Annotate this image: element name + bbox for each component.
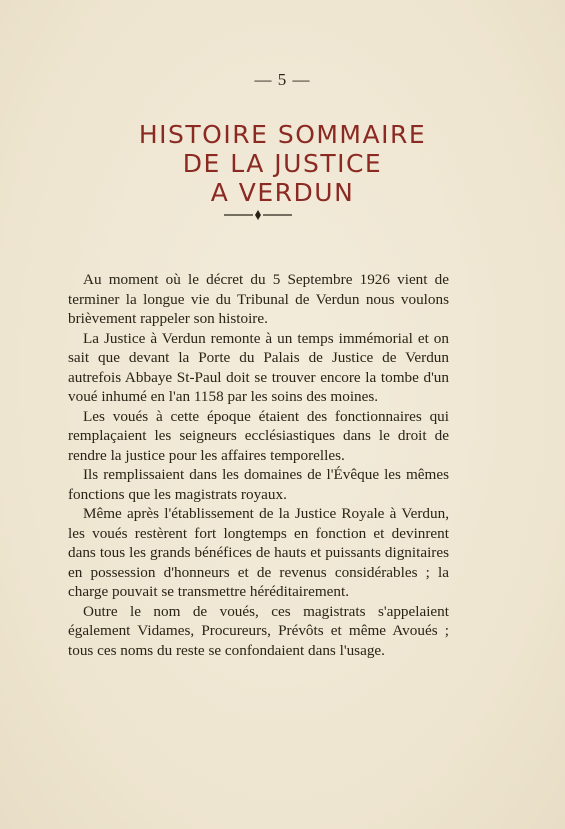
title-line-1: HISTOIRE SOMMAIRE [138,120,427,149]
page-title [0,120,565,207]
paragraph: Les voués à cette époque étaient des fonctionnaires qui remplaçaient les seigneurs ecclésiastiques dans le droit de rendre la justice pour les affaires temporelles. [68,407,449,464]
paragraph: Ils remplissaient dans les domaines de l'Évêque les mêmes fonctions que les magistrats royaux. [68,466,449,503]
title-line-2: DE LA JUSTICE [182,149,383,178]
body-text [68,270,449,660]
page-number: — 5 — [254,70,311,89]
paragraph: Même après l'établissement de la Justice Royale à Verdun, les voués restèrent fort longtemps en fonction et devinrent dans tous les grands bénéfices de hauts et puissants dignitaires en possession d'honneurs et de revenus considérables ; la charge pouvait se transmettre héréditairement. [68,505,449,600]
paragraph: Outre le nom de voués, ces magistrats s'appelaient également Vidames, Procureurs, Prévôts et même Avoués ; tous ces noms du reste se confondaient dans l'usage. [68,602,449,659]
title-line-3: A VERDUN [210,178,355,207]
paragraph: La Justice à Verdun remonte à un temps immémorial et on sait que devant la Porte du Palais de Justice de Verdun autrefois Abbaye St-Paul doit se trouver encore la tombe d'un voué inhumé en l'an 1158 par les soins des moines. [68,329,449,405]
divider-ornament [222,208,294,222]
paragraph: Au moment où le décret du 5 Septembre 1926 vient de terminer la longue vie du Tribunal de Verdun nous voulons brièvement rappeler son histoire. [68,271,449,327]
